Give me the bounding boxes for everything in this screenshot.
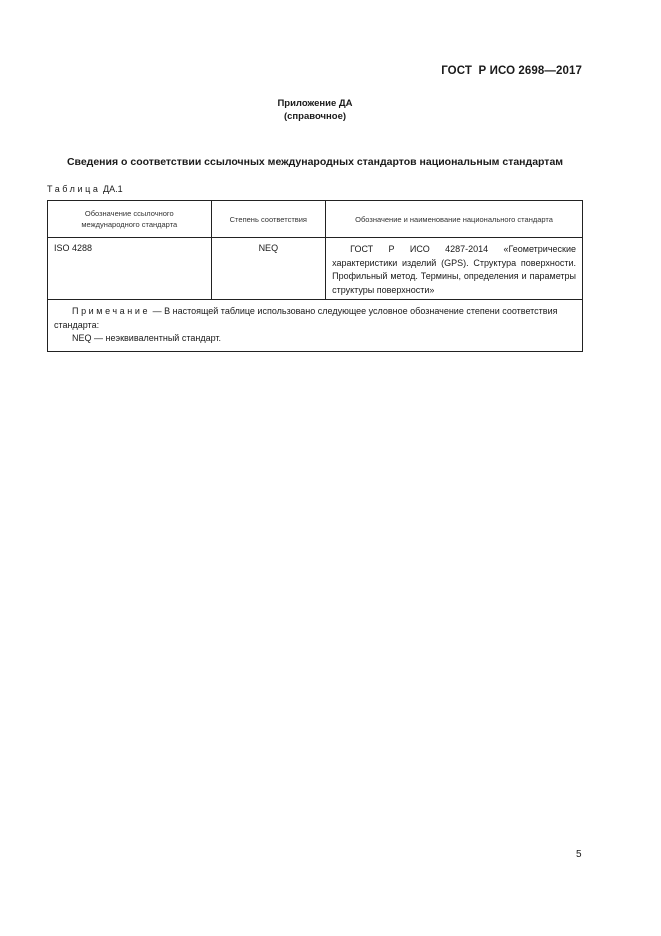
correspondence-table: [47, 200, 583, 352]
table-caption-id: ДА.1: [103, 184, 123, 194]
appendix-subtitle: (справочное): [283, 111, 347, 122]
table-note-row: [48, 300, 583, 352]
table-note: [48, 300, 583, 352]
cell-international-standard: ISO 4288: [48, 238, 212, 300]
note-text: — В настоящей таблице использовано следующее условное обозначение степени соответствия стандарта:: [54, 306, 558, 330]
cell-national-standard: ГОСТ Р ИСО 4287-2014 «Геометрические характеристики изделий (GPS). Структура поверхности. Профильный метод. Термины, определения и параметры структуры поверхности»: [326, 238, 583, 300]
note-label: Примечание: [72, 306, 151, 316]
column-header-label: Обозначение ссылочного международного стандарта: [81, 209, 178, 229]
note-definition: NEQ — неэквивалентный стандарт.: [72, 333, 222, 343]
appendix-title: Приложение ДА: [277, 98, 353, 109]
table-caption: [47, 184, 123, 194]
table-caption-word: Таблица: [47, 184, 101, 194]
table-row: [48, 238, 583, 300]
column-header-national: Обозначение и наименование национального стандарта: [326, 201, 583, 238]
table-header-row: [48, 201, 583, 238]
appendix-heading: [0, 97, 630, 123]
section-title: Сведения о соответствии ссылочных международных стандартов национальным стандартам: [66, 156, 564, 168]
column-header-degree: Степень соответствия: [211, 201, 326, 238]
cell-correspondence: NEQ: [211, 238, 326, 300]
page-number: 5: [576, 849, 582, 860]
document-code: ГОСТ Р ИСО 2698—2017: [441, 65, 582, 77]
column-header-international: [48, 201, 212, 238]
